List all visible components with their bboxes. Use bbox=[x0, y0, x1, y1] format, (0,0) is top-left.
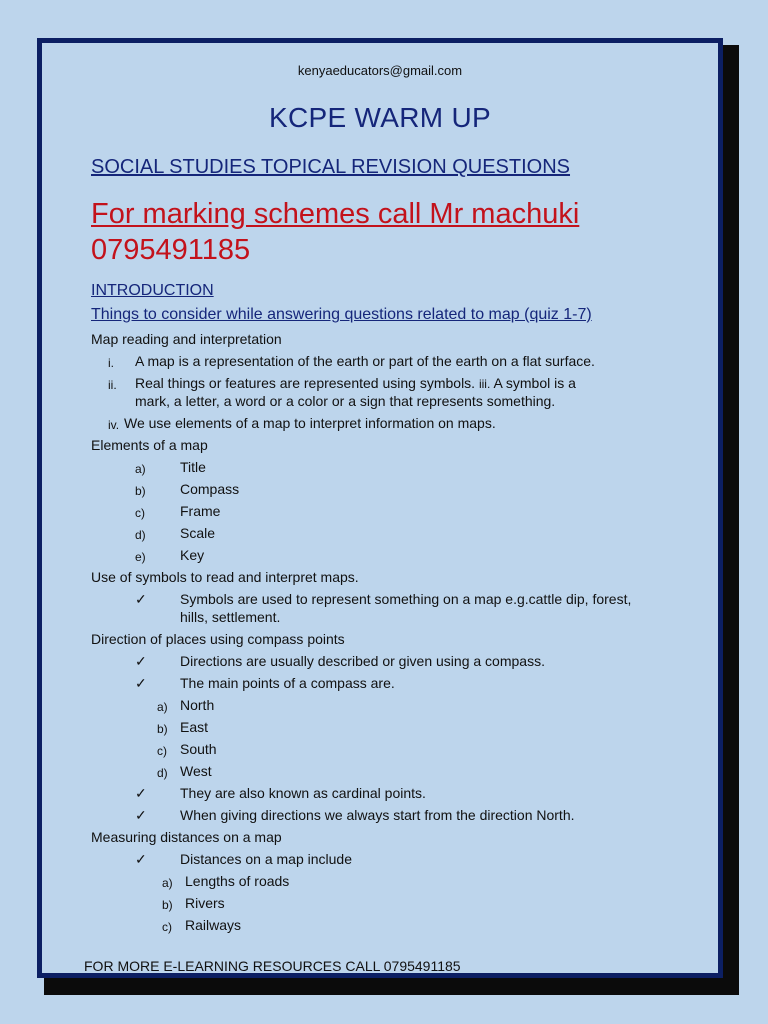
intro-heading: INTRODUCTION bbox=[91, 282, 214, 299]
page-inner bbox=[41, 42, 719, 974]
list-item bbox=[91, 893, 691, 915]
list-marker: iv. bbox=[108, 418, 120, 432]
checkmark-icon: ✓ bbox=[135, 785, 147, 801]
list-item bbox=[91, 413, 691, 435]
compass-points-list bbox=[91, 695, 691, 783]
list-item-text: Scale bbox=[180, 525, 216, 541]
list-marker: b) bbox=[162, 898, 173, 912]
list-item-text: Real things or features are represented using symbols. bbox=[135, 375, 476, 391]
list-marker: d) bbox=[135, 528, 146, 542]
list-marker: d) bbox=[157, 766, 168, 780]
list-marker: ii. bbox=[108, 378, 117, 392]
page-subtitle: SOCIAL STUDIES TOPICAL REVISION QUESTIONS bbox=[91, 156, 571, 178]
list-item bbox=[91, 783, 691, 805]
list-item-text: mark, a letter, a word or a color or a sign that represents something. bbox=[135, 393, 556, 409]
list-marker: c) bbox=[162, 920, 172, 934]
marking-line-1: For marking schemes call Mr machuki bbox=[91, 198, 580, 230]
list-item bbox=[91, 457, 691, 479]
list-item bbox=[91, 523, 691, 545]
list-item bbox=[91, 849, 691, 871]
list-item-text: Railways bbox=[185, 917, 242, 933]
list-item bbox=[91, 805, 691, 827]
list-item-text: When giving directions we always start from the direction North. bbox=[180, 807, 575, 823]
section-heading-elements: Elements of a map bbox=[91, 437, 208, 453]
contact-email: kenyaeducators@gmail.com bbox=[297, 63, 463, 78]
list-marker: a) bbox=[157, 700, 168, 714]
checkmark-icon: ✓ bbox=[135, 591, 147, 607]
list-item-text: Key bbox=[180, 547, 205, 563]
list-item-text: Compass bbox=[180, 481, 240, 497]
checkmark-icon: ✓ bbox=[135, 653, 147, 669]
list-item-text: A symbol is a bbox=[493, 375, 576, 391]
list-item-text: South bbox=[180, 741, 217, 757]
section-heading-map-reading: Map reading and interpretation bbox=[91, 331, 282, 347]
checkmark-icon: ✓ bbox=[135, 675, 147, 691]
list-item-text: Title bbox=[180, 459, 206, 475]
elements-list bbox=[91, 457, 691, 567]
marking-line-2: 0795491185 bbox=[91, 234, 251, 266]
page-title: KCPE WARM UP bbox=[269, 102, 491, 133]
main-content bbox=[91, 329, 691, 937]
list-item-text: East bbox=[180, 719, 209, 735]
list-item bbox=[91, 915, 691, 937]
list-marker: a) bbox=[135, 462, 146, 476]
list-item bbox=[91, 739, 691, 761]
list-marker: a) bbox=[162, 876, 173, 890]
list-item bbox=[91, 673, 691, 695]
list-marker: iii. bbox=[478, 377, 491, 391]
list-item bbox=[91, 651, 691, 673]
list-marker: b) bbox=[135, 484, 146, 498]
list-item-text: hills, settlement. bbox=[180, 609, 281, 625]
list-item bbox=[91, 695, 691, 717]
list-item bbox=[91, 871, 691, 893]
list-item bbox=[91, 501, 691, 523]
list-item-text: West bbox=[180, 763, 212, 779]
list-item bbox=[91, 373, 691, 413]
list-item-text: The main points of a compass are. bbox=[180, 675, 395, 691]
list-marker: e) bbox=[135, 550, 146, 564]
intro-subheading: Things to consider while answering questions related to map (quiz 1-7) bbox=[91, 306, 592, 323]
list-marker: b) bbox=[157, 722, 168, 736]
list-item-text: Frame bbox=[180, 503, 221, 519]
checkmark-icon: ✓ bbox=[135, 807, 147, 823]
list-marker: c) bbox=[157, 744, 167, 758]
list-item bbox=[91, 351, 691, 373]
list-item bbox=[91, 717, 691, 739]
list-item bbox=[91, 545, 691, 567]
checkmark-icon: ✓ bbox=[135, 851, 147, 867]
section-heading-distances: Measuring distances on a map bbox=[91, 829, 282, 845]
marking-scheme-notice bbox=[91, 196, 651, 268]
list-item-text: North bbox=[180, 697, 215, 713]
list-item-text: Symbols are used to represent something on a map e.g.cattle dip, forest, bbox=[180, 591, 632, 607]
list-item-text: Rivers bbox=[185, 895, 225, 911]
list-item-text: Directions are usually described or given using a compass. bbox=[180, 653, 545, 669]
list-item-text: Lengths of roads bbox=[185, 873, 290, 889]
list-marker: i. bbox=[108, 356, 114, 370]
list-item bbox=[91, 761, 691, 783]
list-item-text: They are also known as cardinal points. bbox=[180, 785, 426, 801]
section-heading-direction: Direction of places using compass points bbox=[91, 631, 345, 647]
footer-notice: FOR MORE E-LEARNING RESOURCES CALL 0795491185 bbox=[84, 958, 461, 974]
list-item bbox=[91, 479, 691, 501]
list-item bbox=[91, 589, 691, 629]
list-item-text: A map is a representation of the earth or part of the earth on a flat surface. bbox=[135, 353, 595, 369]
list-item-text: We use elements of a map to interpret information on maps. bbox=[124, 415, 496, 431]
section-heading-symbols: Use of symbols to read and interpret maps. bbox=[91, 569, 359, 585]
list-item-text: Distances on a map include bbox=[180, 851, 352, 867]
page-frame bbox=[37, 38, 723, 978]
list-marker: c) bbox=[135, 506, 145, 520]
distances-list bbox=[91, 871, 691, 937]
